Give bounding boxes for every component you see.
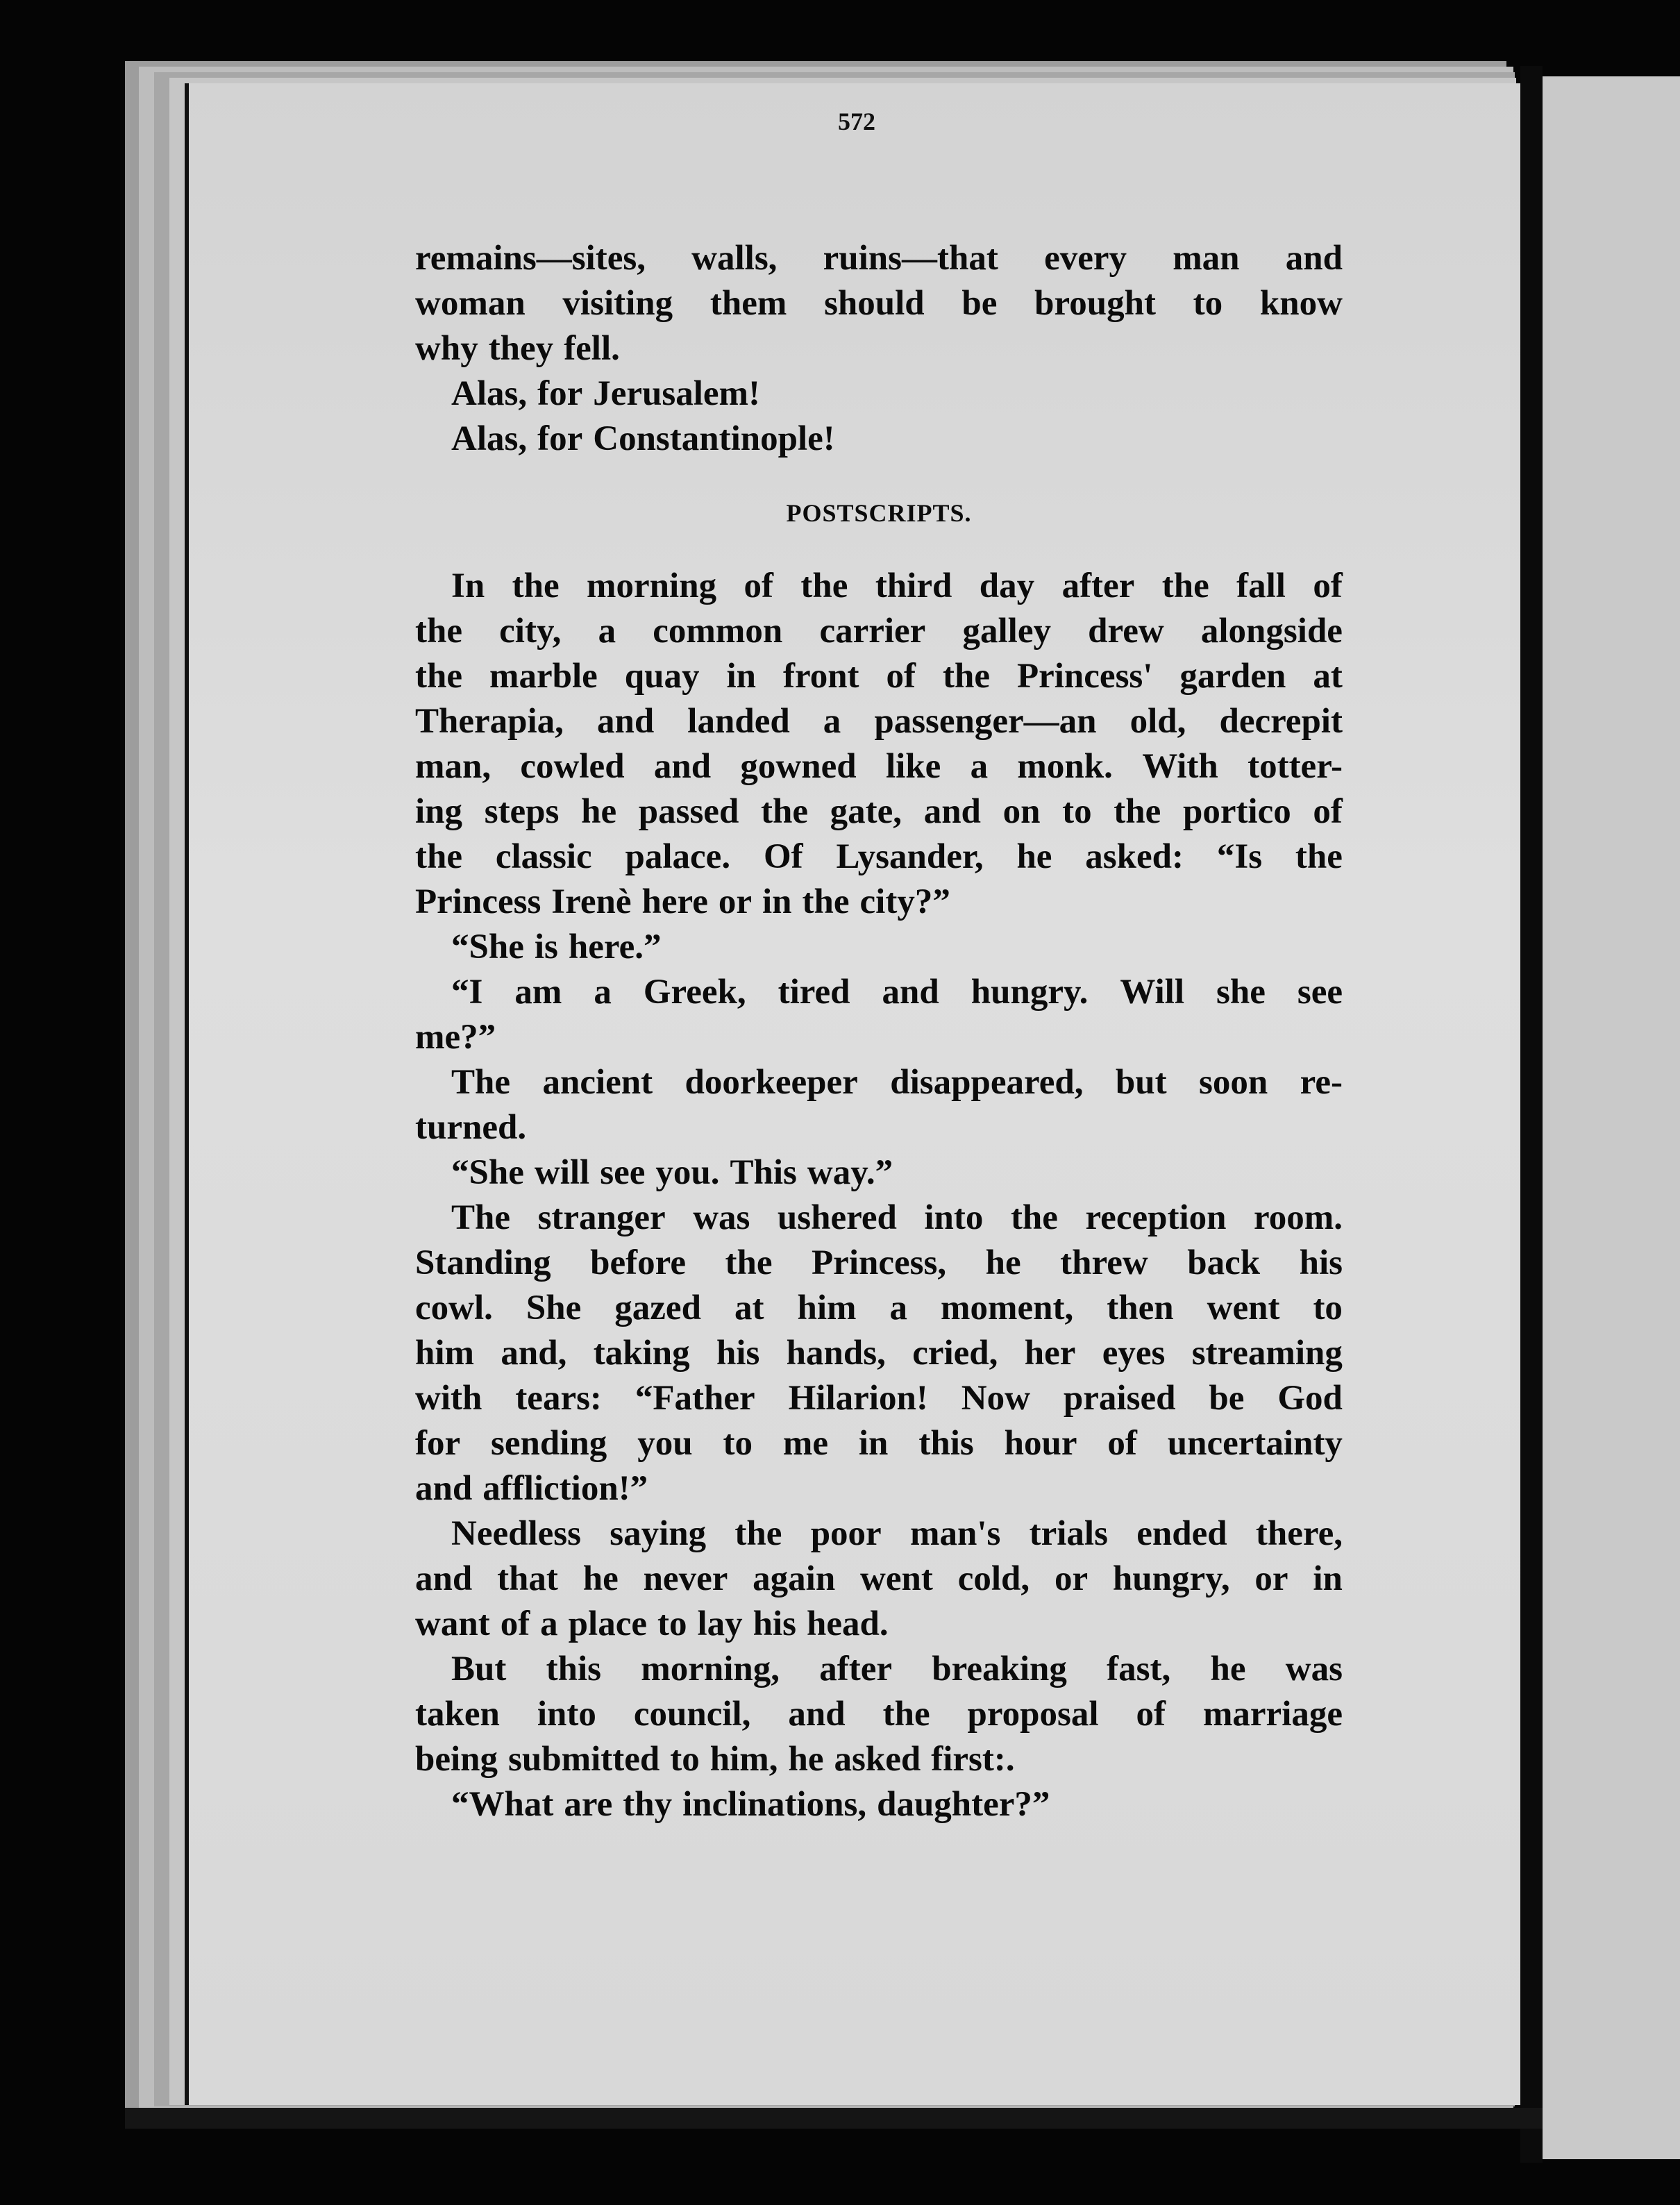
word: the	[734, 1514, 782, 1553]
word: the	[415, 657, 462, 696]
word: totter-	[1248, 747, 1343, 786]
word: brought	[1034, 284, 1156, 323]
word: cried,	[912, 1334, 998, 1373]
word: into	[924, 1198, 984, 1237]
word: the	[415, 837, 462, 876]
text-line	[415, 835, 1343, 880]
word: gazed	[614, 1289, 701, 1327]
word: In	[451, 567, 485, 605]
word: to	[1313, 1289, 1343, 1327]
word: and	[1285, 239, 1343, 278]
word: a	[823, 702, 841, 741]
text-line	[415, 1737, 1343, 1782]
word: here.”	[568, 928, 662, 966]
word: turned.	[415, 1108, 527, 1147]
word: them	[709, 284, 787, 323]
text-line	[415, 1557, 1343, 1602]
word: common	[653, 612, 783, 651]
word: stranger	[537, 1198, 666, 1237]
word: went	[860, 1559, 933, 1598]
word: alongside	[1200, 612, 1343, 651]
word: head.	[807, 1604, 889, 1643]
word: the	[512, 567, 560, 605]
word: lay	[697, 1604, 743, 1643]
text-line	[415, 925, 1343, 970]
word: Jerusalem!	[593, 374, 760, 413]
word: “What	[451, 1785, 554, 1824]
word: am	[514, 973, 562, 1012]
word: his	[716, 1334, 760, 1373]
word: a	[598, 612, 616, 651]
word: he	[582, 1559, 619, 1598]
word: uncertainty	[1167, 1424, 1343, 1463]
word: never	[643, 1559, 728, 1598]
word: that	[497, 1559, 558, 1598]
word: streaming	[1191, 1334, 1343, 1373]
word: “She	[451, 928, 524, 966]
text-line	[415, 326, 1343, 371]
word: the	[1295, 837, 1343, 876]
word: third	[875, 567, 952, 605]
word: to	[657, 1604, 687, 1643]
word: the	[415, 612, 462, 651]
word: Alas,	[451, 419, 528, 458]
word: after	[1061, 567, 1135, 605]
word: after	[819, 1650, 893, 1688]
text-line	[415, 1286, 1343, 1331]
word: the	[725, 1243, 773, 1282]
word: marriage	[1202, 1695, 1343, 1734]
text-line	[415, 1782, 1343, 1827]
word: should	[824, 284, 925, 323]
text-line	[415, 654, 1343, 699]
word: to	[723, 1424, 753, 1463]
word: landed	[687, 702, 790, 741]
text-line	[415, 1060, 1343, 1105]
word: affliction!”	[482, 1469, 648, 1508]
word: This	[730, 1153, 797, 1192]
word: ing	[415, 792, 463, 831]
word: galley	[962, 612, 1051, 651]
word: of	[1313, 567, 1343, 605]
word: fell.	[564, 329, 620, 368]
word: threw	[1060, 1243, 1148, 1282]
word: tired	[778, 973, 850, 1012]
word: the	[882, 1695, 930, 1734]
word: gowned	[740, 747, 857, 786]
spacer	[415, 462, 1343, 491]
word: place	[568, 1604, 647, 1643]
word: man	[1173, 239, 1240, 278]
word: cowl.	[415, 1289, 493, 1327]
word: hungry,	[1112, 1559, 1230, 1598]
word: know	[1259, 284, 1343, 323]
word: he	[985, 1243, 1021, 1282]
word: went	[1207, 1289, 1280, 1327]
word: praised	[1063, 1379, 1176, 1418]
paragraph-group-top	[415, 236, 1343, 462]
word: he	[1210, 1650, 1246, 1688]
word: The	[451, 1063, 511, 1102]
word: see	[1297, 973, 1343, 1012]
word: was	[1285, 1650, 1343, 1688]
word: at	[1313, 657, 1343, 696]
word: soon	[1199, 1063, 1268, 1102]
word: visiting	[562, 284, 673, 323]
word: but	[1115, 1063, 1167, 1102]
word: to	[670, 1740, 700, 1779]
text-line	[415, 1150, 1343, 1196]
word: gate,	[830, 792, 902, 831]
word: passed	[638, 792, 739, 831]
text-line	[415, 1105, 1343, 1150]
word: Hilarion!	[788, 1379, 928, 1418]
word: the	[760, 792, 808, 831]
word: day	[979, 567, 1035, 605]
word: and	[923, 792, 981, 831]
word: or	[1054, 1559, 1089, 1598]
word: man's	[909, 1514, 1001, 1553]
word: palace.	[625, 837, 731, 876]
text-line	[415, 699, 1343, 744]
word: a	[540, 1604, 558, 1643]
word: marble	[489, 657, 598, 696]
word: Now	[961, 1379, 1030, 1418]
word: God	[1277, 1379, 1343, 1418]
word: this	[546, 1650, 601, 1688]
word: taken	[415, 1695, 500, 1734]
word: of	[1313, 792, 1343, 831]
word: walls,	[691, 239, 778, 278]
word: woman	[415, 284, 526, 323]
word: cowled	[520, 747, 625, 786]
word: tears:	[515, 1379, 602, 1418]
word: or	[718, 882, 752, 921]
word: quay	[624, 657, 700, 696]
word: saying	[610, 1514, 707, 1553]
word: The	[451, 1198, 511, 1237]
word: me	[782, 1424, 828, 1463]
word: garden	[1179, 657, 1286, 696]
word: ended	[1136, 1514, 1227, 1553]
word: ushered	[777, 1198, 897, 1237]
word: daughter?”	[877, 1785, 1050, 1824]
word: monk.	[1017, 747, 1113, 786]
word: he	[1016, 837, 1052, 876]
text-line	[415, 789, 1343, 835]
word: way.”	[807, 1153, 893, 1192]
word: are	[564, 1785, 613, 1824]
text-line	[415, 744, 1343, 789]
word: city?”	[859, 882, 950, 921]
facing-page-edge	[1543, 76, 1680, 2159]
page-shadow	[125, 2108, 1543, 2129]
word: of	[744, 567, 773, 605]
paragraph-group-postscripts	[415, 564, 1343, 1827]
word: the	[943, 657, 990, 696]
word: on	[1002, 792, 1041, 831]
word: every	[1044, 239, 1127, 278]
word: submitted	[508, 1740, 660, 1779]
word: proposal	[967, 1695, 1099, 1734]
word: she	[1216, 973, 1266, 1012]
word: and	[882, 973, 939, 1012]
word: sending	[491, 1424, 607, 1463]
word: re-	[1300, 1063, 1343, 1102]
word: Princess	[415, 882, 541, 921]
text-line	[415, 1241, 1343, 1286]
word: to	[1193, 284, 1223, 323]
word: is	[534, 928, 558, 966]
text-line	[415, 609, 1343, 654]
word: “She	[451, 1153, 524, 1192]
word: the	[800, 567, 848, 605]
word: and,	[501, 1334, 567, 1373]
word: cold,	[957, 1559, 1030, 1598]
word: steps	[484, 792, 560, 831]
section-heading: POSTSCRIPTS.	[786, 499, 972, 527]
word: like	[885, 747, 941, 786]
word: for	[415, 1424, 461, 1463]
word: Constantinople!	[593, 419, 835, 458]
word: and	[415, 1559, 473, 1598]
word: in	[762, 882, 792, 921]
word: and	[653, 747, 712, 786]
word: passenger—an	[874, 702, 1097, 741]
word: portico	[1182, 792, 1291, 831]
word: him	[415, 1334, 475, 1373]
word: in	[726, 657, 757, 696]
word: he	[788, 1740, 824, 1779]
word: a	[594, 973, 612, 1012]
word: eyes	[1102, 1334, 1166, 1373]
word: me?”	[415, 1018, 496, 1057]
text-line	[415, 1196, 1343, 1241]
word: asked:	[1085, 837, 1184, 876]
text-line	[415, 1376, 1343, 1421]
word: the	[1114, 792, 1161, 831]
word: hands,	[786, 1334, 886, 1373]
word: fast,	[1107, 1650, 1171, 1688]
word: a	[970, 747, 989, 786]
word: her	[1024, 1334, 1076, 1373]
word: room.	[1254, 1198, 1343, 1237]
word: breaking	[932, 1650, 1067, 1688]
word: front	[783, 657, 859, 696]
word: his	[753, 1604, 797, 1643]
word: for	[537, 374, 583, 413]
word: inclinations,	[682, 1785, 867, 1824]
word: in	[1313, 1559, 1343, 1598]
text-line	[415, 417, 1343, 462]
word: decrepit	[1219, 702, 1343, 741]
word: him,	[709, 1740, 778, 1779]
word: ruins—that	[823, 239, 998, 278]
text-line	[415, 970, 1343, 1015]
word: the	[1161, 567, 1209, 605]
text-line	[415, 1331, 1343, 1376]
word: hour	[1004, 1424, 1077, 1463]
word: Of	[763, 837, 803, 876]
word: city,	[499, 612, 562, 651]
word: of	[1107, 1424, 1137, 1463]
word: Will	[1120, 973, 1184, 1012]
word: disappeared,	[890, 1063, 1084, 1102]
word: was	[693, 1198, 750, 1237]
word: carrier	[819, 612, 926, 651]
word: want	[415, 1604, 490, 1643]
word: with	[415, 1379, 482, 1418]
book-gutter	[1520, 66, 1543, 2163]
word: of	[1136, 1695, 1166, 1734]
word: She	[526, 1289, 582, 1327]
text-line	[415, 1421, 1343, 1466]
text-line	[415, 236, 1343, 281]
word: Therapia,	[415, 702, 564, 741]
word: Princess,	[812, 1243, 947, 1282]
word: of	[886, 657, 916, 696]
word: there,	[1255, 1514, 1343, 1553]
word: you	[637, 1424, 693, 1463]
word: being	[415, 1740, 498, 1779]
word: see	[600, 1153, 646, 1192]
word: drew	[1088, 612, 1164, 651]
word: classic	[495, 837, 592, 876]
word: first:.	[931, 1740, 1015, 1779]
word: Standing	[415, 1243, 551, 1282]
word: of	[500, 1604, 530, 1643]
word: moment,	[941, 1289, 1074, 1327]
word: Lysander,	[836, 837, 984, 876]
word: him	[797, 1289, 857, 1327]
word: he	[581, 792, 617, 831]
word: hungry.	[971, 973, 1089, 1012]
word: at	[734, 1289, 764, 1327]
word: the	[802, 882, 850, 921]
word: here	[641, 882, 708, 921]
text-line	[415, 1602, 1343, 1647]
word: and	[597, 702, 655, 741]
word: “Father	[635, 1379, 755, 1418]
text-line	[415, 371, 1343, 417]
spacer	[415, 536, 1343, 564]
text-line	[415, 281, 1343, 326]
word: doorkeeper	[684, 1063, 858, 1102]
word: fall	[1236, 567, 1286, 605]
word: back	[1187, 1243, 1261, 1282]
word: this	[918, 1424, 974, 1463]
word: council,	[633, 1695, 751, 1734]
word: the	[1010, 1198, 1058, 1237]
word: morning	[587, 567, 717, 605]
body-text	[415, 236, 1343, 1827]
word: you.	[655, 1153, 720, 1192]
text-line	[415, 1466, 1343, 1511]
text-line	[415, 1015, 1343, 1060]
word: to	[1062, 792, 1092, 831]
word: taking	[593, 1334, 690, 1373]
word: reception	[1085, 1198, 1227, 1237]
text-line	[415, 564, 1343, 609]
word: But	[451, 1650, 507, 1688]
word: in	[858, 1424, 889, 1463]
word: “I	[451, 973, 483, 1012]
page-number: 572	[838, 108, 875, 135]
word: or	[1254, 1559, 1288, 1598]
text-line	[415, 880, 1343, 925]
word: they	[488, 329, 554, 368]
word: man,	[415, 747, 492, 786]
word: Greek,	[643, 973, 746, 1012]
word: and	[788, 1695, 846, 1734]
word: again	[753, 1559, 836, 1598]
word: then	[1107, 1289, 1174, 1327]
word: and	[415, 1469, 473, 1508]
word: into	[537, 1695, 596, 1734]
word: for	[537, 419, 583, 458]
word: will	[534, 1153, 590, 1192]
word: With	[1142, 747, 1218, 786]
word: be	[1209, 1379, 1245, 1418]
text-line	[415, 1647, 1343, 1692]
word: his	[1299, 1243, 1343, 1282]
word: Alas,	[451, 374, 528, 413]
word: Princess'	[1016, 657, 1153, 696]
text-line	[415, 1692, 1343, 1737]
word: be	[961, 284, 998, 323]
word: “Is	[1216, 837, 1263, 876]
word: thy	[623, 1785, 673, 1824]
word: trials	[1029, 1514, 1108, 1553]
word: before	[590, 1243, 686, 1282]
word: why	[415, 329, 478, 368]
word: a	[889, 1289, 907, 1327]
word: morning,	[641, 1650, 780, 1688]
text-line	[415, 1511, 1343, 1557]
word: remains—sites,	[415, 239, 646, 278]
word: ancient	[542, 1063, 653, 1102]
word: Irenè	[551, 882, 632, 921]
word: asked	[834, 1740, 921, 1779]
word: Needless	[451, 1514, 581, 1553]
word: poor	[810, 1514, 882, 1553]
word: old,	[1129, 702, 1186, 741]
